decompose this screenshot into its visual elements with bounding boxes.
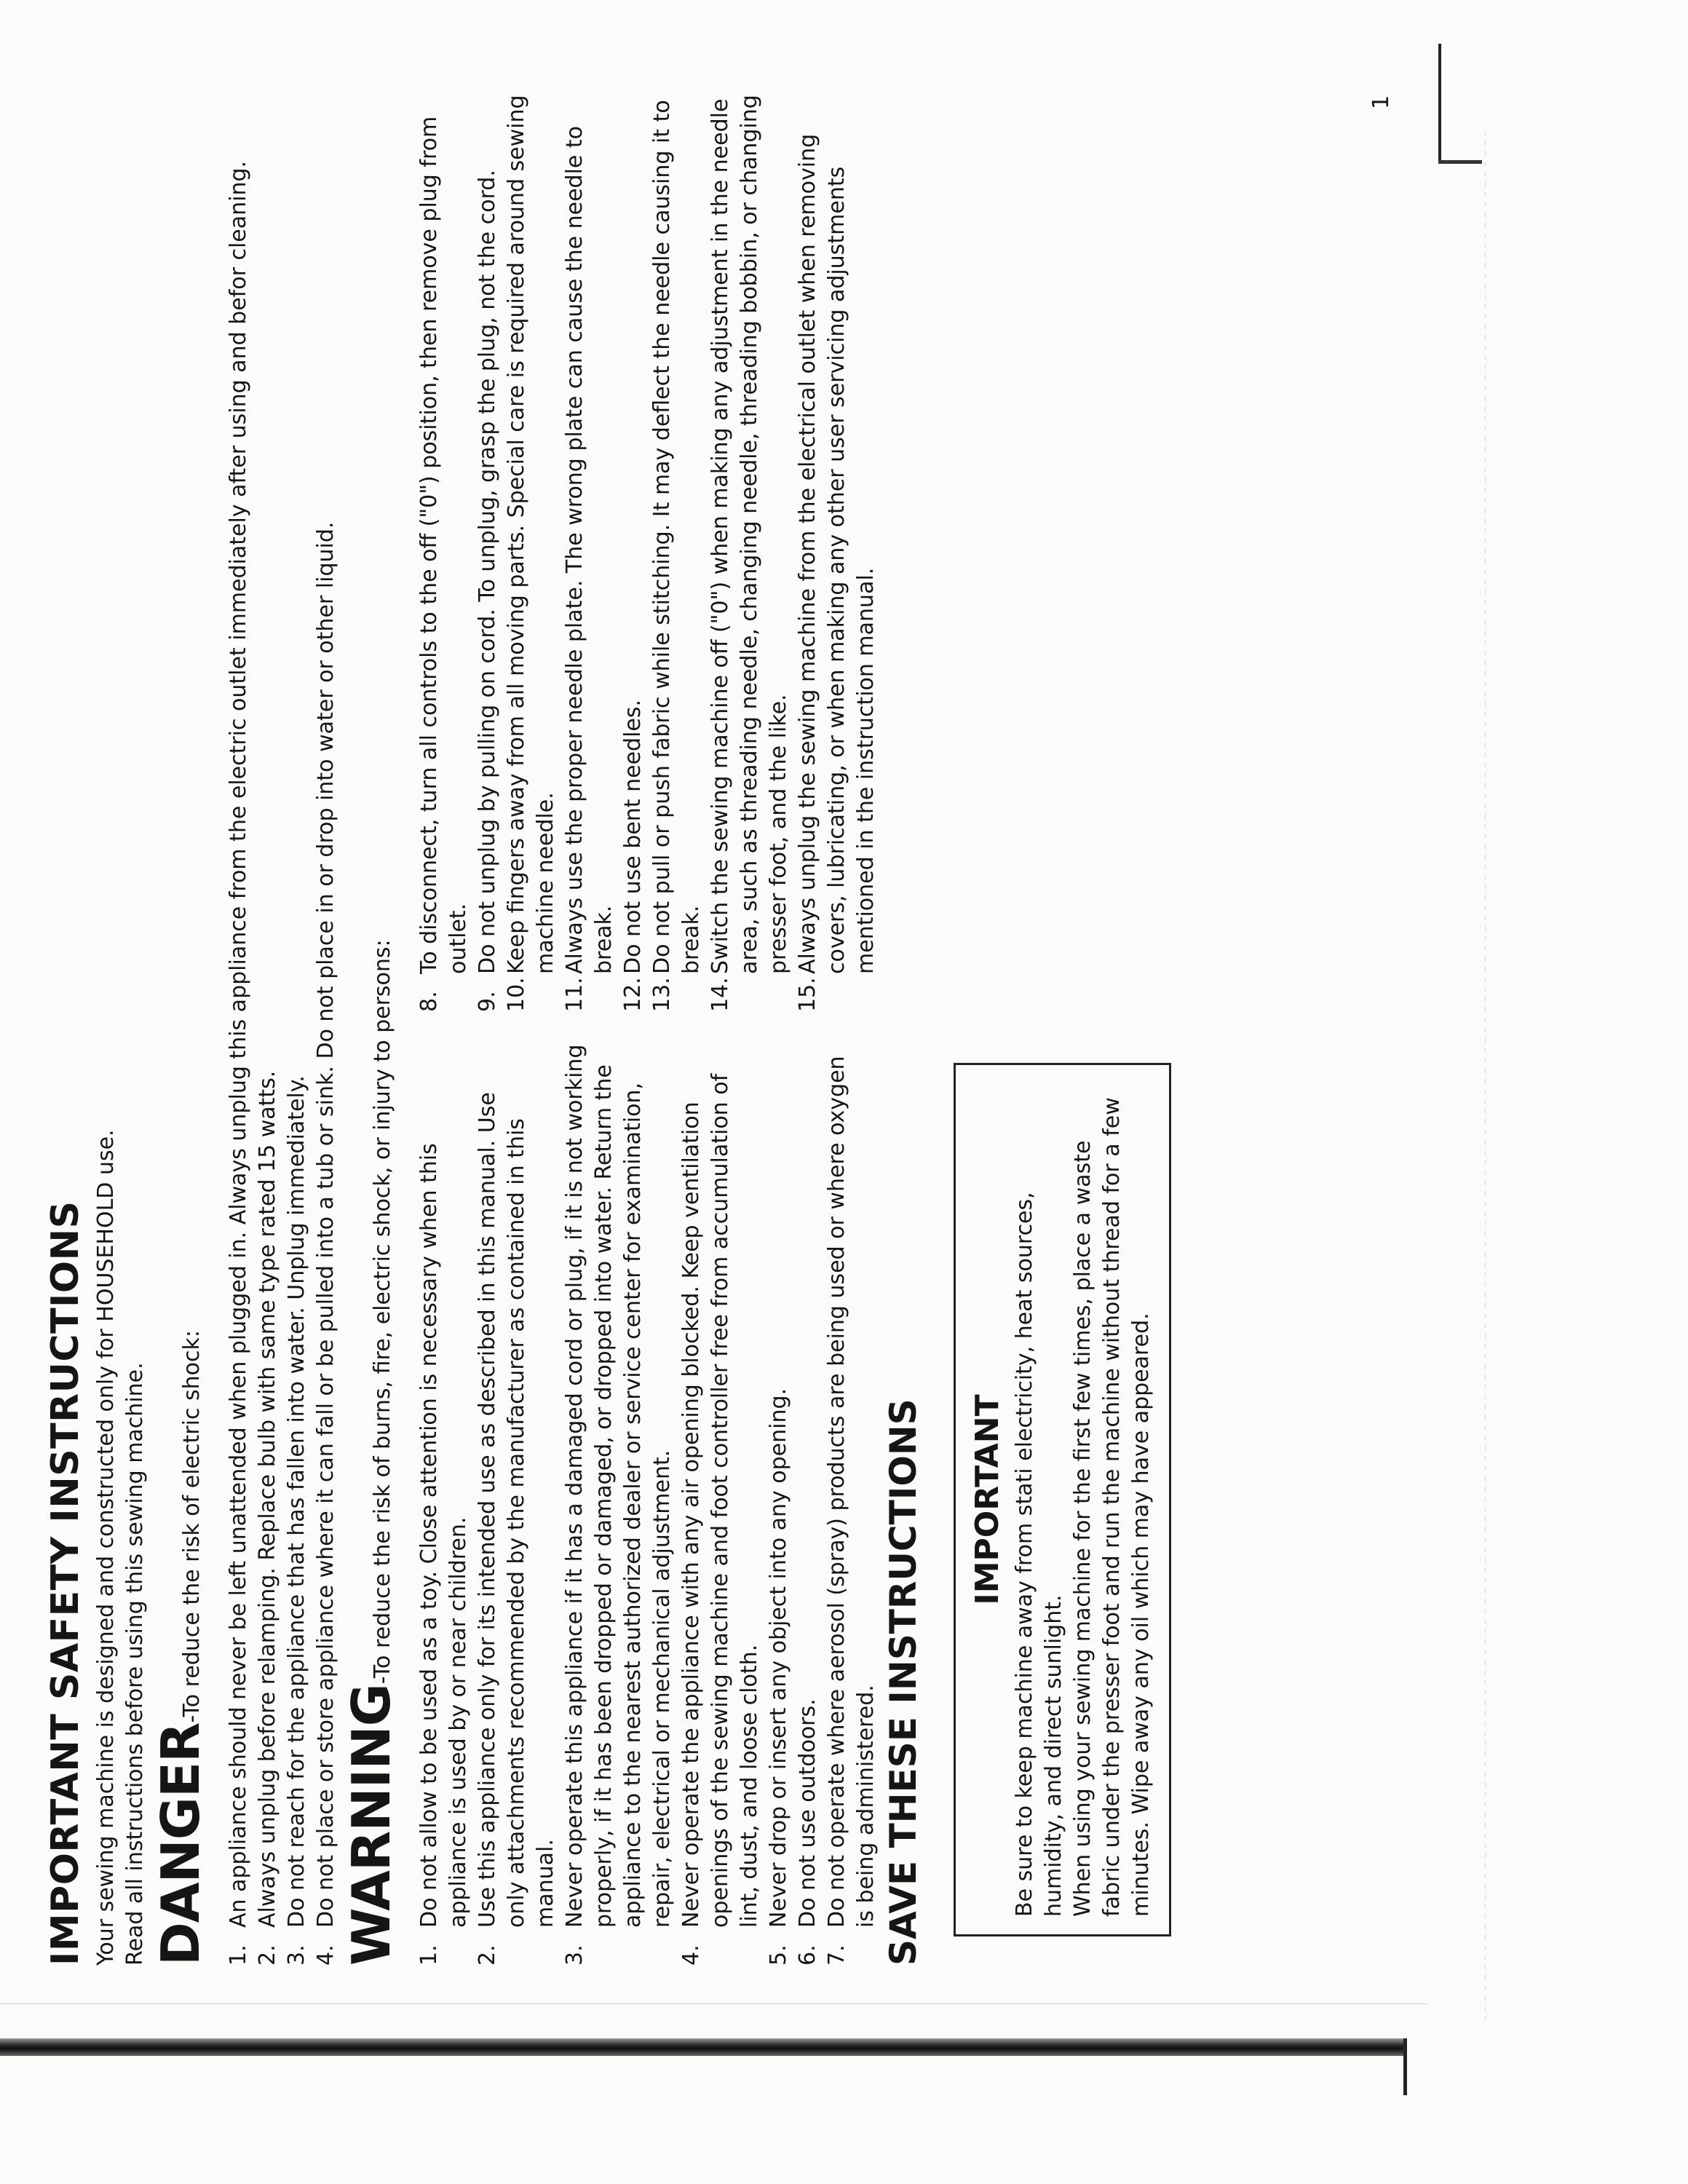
warning-list-right [415, 87, 881, 1012]
item-text: Do not use bent needles. [620, 699, 646, 974]
warning-column-left [415, 1041, 954, 1966]
item-text: Never drop or insert any object into any opening. [766, 1388, 791, 1928]
warning-item [473, 1041, 560, 1966]
item-number: 7. [824, 1944, 849, 1966]
item-number: 2. [475, 1944, 500, 1966]
warning-list-left [415, 1041, 881, 1966]
danger-lead: -To reduce the risk of electric shock: [179, 1330, 205, 1723]
important-heading: IMPORTANT [969, 1394, 1006, 1605]
item-text: Do not reach for the appliance that has fallen into water. Unplug immediately. [284, 1075, 309, 1928]
item-number: 1. [416, 1944, 442, 1966]
scan-dotted-edge [1485, 131, 1486, 2024]
warning-item [560, 1041, 677, 1966]
scan-binding-edge [1403, 2038, 1407, 2095]
warning-item [648, 87, 706, 1012]
page-number: 1 [1368, 95, 1394, 109]
warning-item [677, 1041, 764, 1966]
item-text: Do not place or store appliance where it can fall or be pulled into a tub or sink. Do not place in or drop into water or other liquid. [313, 521, 338, 1928]
item-number: 3. [562, 1944, 587, 1966]
item-number: 11. [562, 977, 587, 1012]
warning-heading: WARNING [341, 1684, 402, 1966]
danger-item [282, 87, 312, 1966]
scan-binding-bar [0, 2038, 1405, 2056]
scan-edge-line [0, 2003, 1427, 2004]
item-text: An appliance should never be left unattended when plugged in. Always unplug this appliance from the electric outlet immediately after using and befor cleaning. [226, 160, 251, 1928]
item-text: Do not unplug by pulling on cord. To unplug, grasp the plug, not the cord. [475, 170, 500, 974]
danger-list [224, 87, 341, 1966]
warning-item [793, 1041, 823, 1966]
item-number: 4. [313, 1944, 338, 1966]
item-number: 6. [795, 1944, 820, 1966]
document-title: IMPORTANT SAFETY INSTRUCTIONS [44, 1200, 87, 1966]
item-text: Use this appliance only for its intended use as described in this manual. Use only attachments recommended by the manufacturer as contained in this manual. [475, 1092, 558, 1928]
item-number: 15. [795, 977, 820, 1012]
item-number: 9. [475, 991, 500, 1012]
danger-item [253, 87, 282, 1966]
item-number: 13. [649, 977, 675, 1012]
item-number: 14. [708, 977, 733, 1012]
danger-heading: DANGER [150, 1722, 211, 1966]
warning-item [619, 87, 648, 1012]
item-number: 1. [226, 1944, 251, 1966]
danger-item [312, 87, 341, 1966]
important-box [954, 1063, 1171, 1936]
warning-column-right [415, 87, 954, 1012]
danger-heading-row [150, 87, 221, 1966]
warning-columns [415, 87, 954, 1966]
item-number: 8. [416, 991, 442, 1012]
item-text: Do not allow to be used as a toy. Close attention is necessary when this appliance is used by or near children. [416, 1143, 471, 1928]
item-number: 2. [255, 1944, 280, 1966]
item-text: Never operate the appliance with any air opening blocked. Keep ventilation openings of the sewing machine and foot controller free from accumulation of lint, dust, and loose cloth. [678, 1073, 762, 1928]
warning-heading-row [341, 87, 412, 1966]
important-line-2: When using your sewing machine for the first few times, place a waste fabric under the presser foot and run the machine without thread for a few minutes. Wipe away any oil which may have appeared. [1070, 1097, 1154, 1917]
danger-item [224, 87, 253, 1966]
item-text: Do not use outdoors. [795, 1698, 820, 1928]
warning-item [823, 1041, 881, 1966]
item-text: Never operate this appliance if it has a damaged cord or plug, if it is not working properly, if it has been dropped or damaged, or dropped into water. Return the appliance to the nearest authorized dealer or service center for examination, repair, electrical or mechanical adjustment. [562, 1044, 675, 1928]
warning-item [473, 87, 502, 1012]
item-number: 4. [678, 1944, 704, 1966]
warning-item [706, 87, 793, 1012]
intro-line-2: Read all instructions before using this sewing machine. [122, 1362, 148, 1966]
warning-item [502, 87, 560, 1012]
intro-line-1: Your sewing machine is designed and constructed only for HOUSEHOLD use. [93, 1129, 119, 1966]
item-number: 10. [504, 977, 529, 1012]
item-text: Do not pull or push fabric while stitching. It may deflect the needle causing it to break. [649, 100, 704, 974]
warning-item [415, 1041, 473, 1966]
item-text: To disconnect, turn all controls to the off ("0") position, then remove plug from outlet. [416, 116, 471, 974]
item-text: Always use the proper needle plate. The wrong plate can cause the needle to break. [562, 125, 617, 974]
item-text: Do not operate where aerosol (spray) products are being used or where oxygen is being administered. [824, 1056, 879, 1928]
scan-page-edge [1438, 44, 1441, 160]
warning-item [793, 87, 881, 1012]
warning-item [764, 1041, 793, 1966]
scan-page-corner [1438, 160, 1482, 164]
important-line-1: Be sure to keep machine away from stati electricity, heat sources, humidity, and direct sunlight. [1012, 1192, 1066, 1917]
save-instructions-heading: SAVE THESE INSTRUCTIONS [882, 1398, 924, 1966]
warning-item [415, 87, 473, 1012]
item-text: Always unplug before relamping. Replace bulb with same type rated 15 watts. [255, 1070, 280, 1928]
document-page [44, 87, 1368, 1966]
item-text: Keep fingers away from all moving parts. Special care is required around sewing machine needle. [504, 95, 558, 974]
item-text: Switch the sewing machine off ("0") when making any adjustment in the needle area, such as threading needle, changing needle, threading bobbin, or changing presser foot, and the like. [708, 95, 791, 974]
item-text: Always unplug the sewing machine from the electrical outlet when removing covers, lubricating, or when making any other user servicing adjustments mentioned in the instruction manual. [795, 133, 879, 974]
item-number: 12. [620, 977, 646, 1012]
item-number: 3. [284, 1944, 309, 1966]
warning-lead: -To reduce the risk of burns, fire, electric shock, or injury to persons: [370, 939, 395, 1685]
item-number: 5. [766, 1944, 791, 1966]
warning-item [560, 87, 619, 1012]
